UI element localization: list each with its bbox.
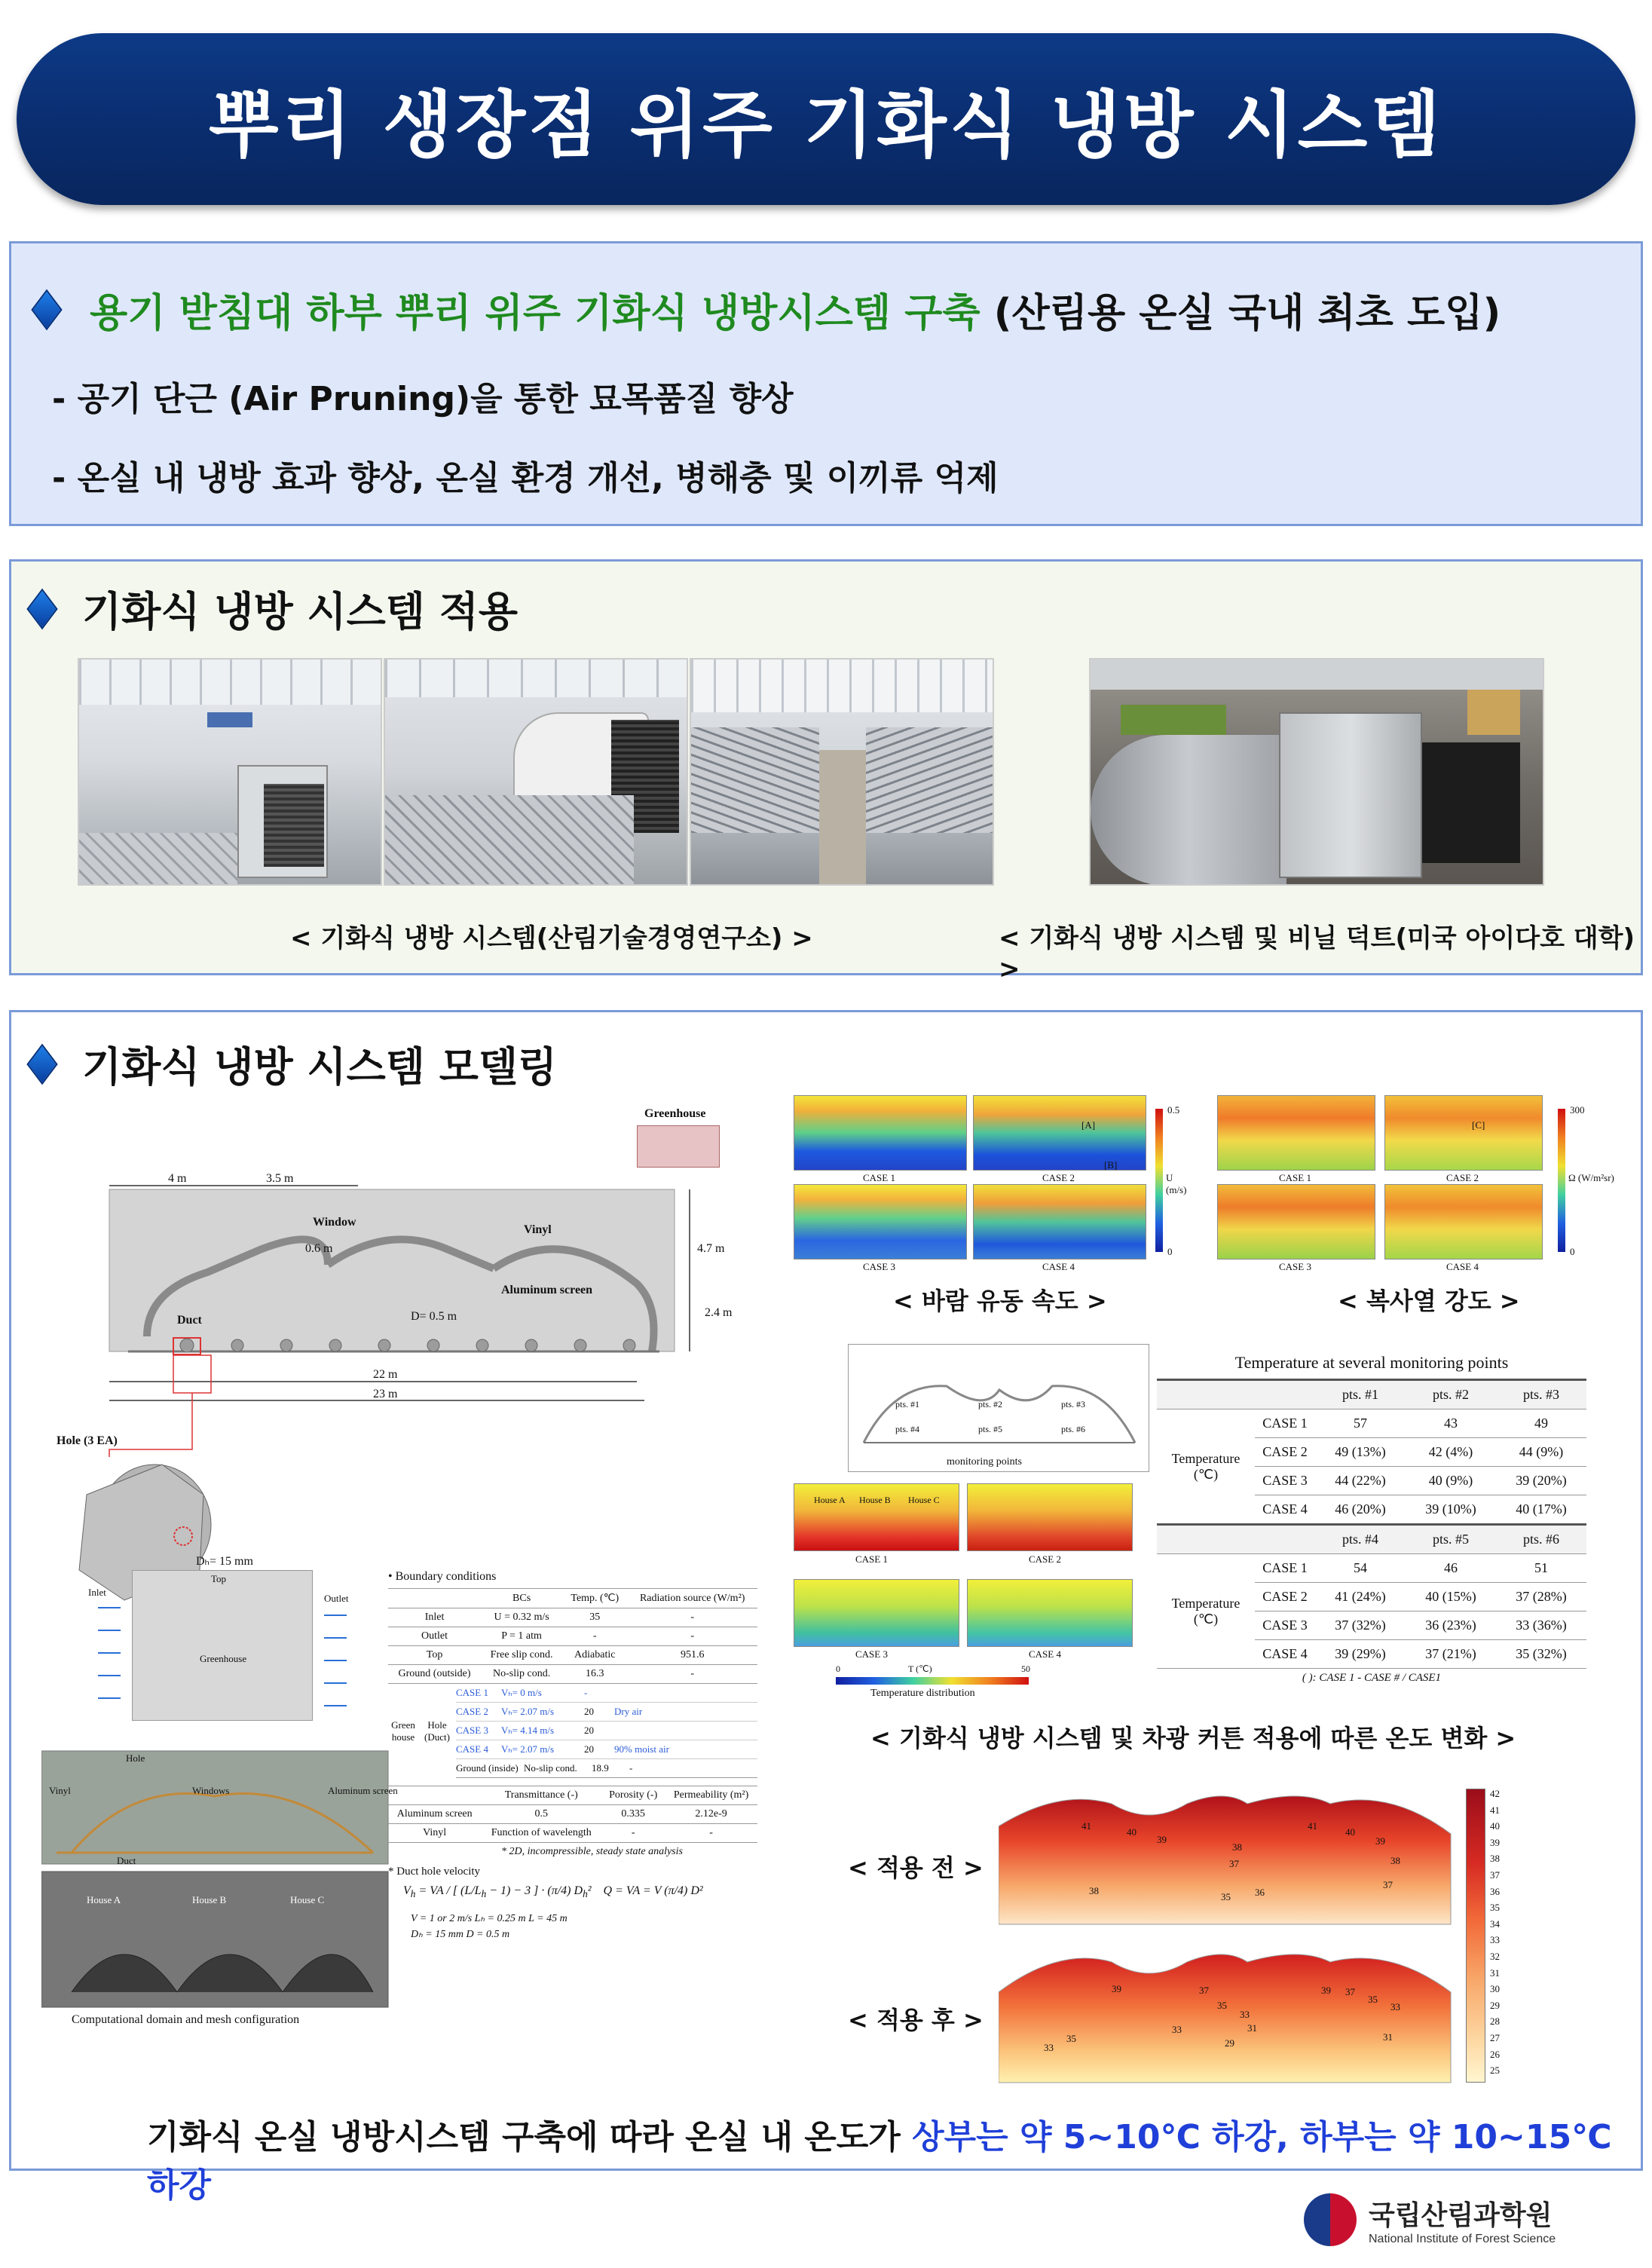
title-banner bbox=[17, 33, 1635, 205]
tmp-unit: T (℃) bbox=[908, 1664, 932, 1674]
before-iso-36: 36 bbox=[1255, 1887, 1265, 1898]
domain-greenhouse: Greenhouse bbox=[200, 1653, 247, 1664]
before-iso-37b: 37 bbox=[1383, 1879, 1393, 1890]
dim-d05: D= 0.5 m bbox=[411, 1310, 457, 1323]
vinyl-label: Vinyl bbox=[524, 1223, 552, 1236]
dim-w23: 23 m bbox=[373, 1388, 398, 1400]
modeling-heading: 기화식 냉방 시스템 모델링 bbox=[29, 1035, 557, 1093]
tmp-scale-max: 50 bbox=[1021, 1664, 1030, 1674]
tmp-house-a: House A bbox=[814, 1495, 846, 1505]
velocity-scale-min: 0 bbox=[1167, 1246, 1173, 1257]
velocity-caption: < 바람 유동 속도 > bbox=[893, 1287, 1107, 1315]
duct-velocity-formula: $V_h$ = VA / [ $(L/L_h - 1) - 3$ ] · (π/4) $D_h^2$ Q = VA = V (π/4) D² bbox=[403, 1884, 703, 1900]
after-iso-33d: 33 bbox=[1172, 2024, 1182, 2035]
before-iso-38c: 38 bbox=[1390, 1855, 1400, 1866]
cooler-photo-1 bbox=[78, 658, 382, 886]
modeling-panel bbox=[9, 1010, 1643, 2205]
duct-photo bbox=[1089, 658, 1544, 886]
cube-bullet-icon bbox=[31, 289, 62, 330]
after-iso-35c: 35 bbox=[1368, 1994, 1378, 2005]
after-iso-33: 33 bbox=[1240, 2009, 1250, 2020]
after-label: < 적용 후 > bbox=[848, 2006, 984, 2034]
pts-2: pts. #2 bbox=[978, 1399, 1003, 1409]
intro-headline-rest: (산림용 온실 국내 최초 도입) bbox=[980, 291, 1501, 336]
domain-inlet: Inlet bbox=[88, 1587, 106, 1598]
duct-velocity-title: * Duct hole velocity bbox=[388, 1866, 481, 1878]
radiation-mark-c: [C] bbox=[1472, 1119, 1485, 1131]
after-iso-33c: 33 bbox=[1390, 2001, 1400, 2012]
radiation-scale-min: 0 bbox=[1570, 1246, 1575, 1257]
dim-h24: 2.4 m bbox=[705, 1306, 733, 1319]
before-iso-35: 35 bbox=[1221, 1891, 1231, 1902]
dim-h47: 4.7 m bbox=[697, 1242, 725, 1255]
pts-4: pts. #4 bbox=[895, 1424, 920, 1434]
boundary-conditions bbox=[388, 1570, 765, 2052]
velocity-case-1: CASE 1 bbox=[863, 1172, 895, 1183]
temp-change-caption: < 기화식 냉방 시스템 및 차광 커튼 적용에 따른 온도 변화 > bbox=[870, 1724, 1516, 1752]
radiation-caption: < 복사열 강도 > bbox=[1338, 1287, 1520, 1315]
intro-headline-green: 용기 받침대 하부 뿌리 위주 기화식 냉방시스템 구축 bbox=[90, 291, 980, 336]
velocity-scale-max: 0.5 bbox=[1167, 1104, 1180, 1116]
monitoring-label: monitoring points bbox=[947, 1456, 1022, 1468]
radiation-case-1: CASE 1 bbox=[1279, 1172, 1311, 1183]
after-iso-31: 31 bbox=[1247, 2022, 1257, 2034]
before-iso-39b: 39 bbox=[1375, 1835, 1385, 1847]
aluminum-label: Aluminum screen bbox=[501, 1284, 593, 1296]
before-iso-39: 39 bbox=[1157, 1834, 1167, 1845]
temp-scale-labels: 42 41 40 39 38 37 36 35 34 33 32 31 30 29 28 27 26 25 bbox=[1490, 1788, 1500, 2077]
pts-6: pts. #6 bbox=[1061, 1424, 1086, 1434]
dim-4m: 4 m bbox=[168, 1172, 187, 1185]
before-iso-41: 41 bbox=[1081, 1820, 1091, 1832]
before-iso-37: 37 bbox=[1229, 1858, 1239, 1869]
org-name-en: National Institute of Forest Science bbox=[1369, 2232, 1556, 2245]
material-table: Transmittance (-) Porosity (-) Permeability (m²) Aluminum screen 0.5 0.335 2.12e-9 Vinyl Function of wavelength - - bbox=[388, 1786, 757, 1843]
page-title: 뿌리 생장점 위주 기화식 냉방 시스템 bbox=[208, 82, 1444, 167]
before-label: < 적용 전 > bbox=[848, 1853, 984, 1882]
monitoring-figure bbox=[772, 1344, 1164, 1736]
after-iso-35b: 35 bbox=[1066, 2033, 1076, 2044]
bc-title: • Boundary conditions bbox=[388, 1570, 497, 1583]
taegeuk-logo-icon bbox=[1304, 2193, 1357, 2246]
schematic-greenhouse-label: Greenhouse bbox=[644, 1107, 706, 1120]
intro-panel bbox=[9, 241, 1643, 526]
radiation-case-3: CASE 3 bbox=[1279, 1261, 1311, 1272]
velocity-mark-a: [A] bbox=[1081, 1119, 1096, 1131]
before-iso-38: 38 bbox=[1089, 1885, 1099, 1896]
after-iso-37: 37 bbox=[1199, 1985, 1209, 1996]
domain-house-b: House B bbox=[192, 1894, 227, 1905]
dim-w22: 22 m bbox=[373, 1368, 398, 1381]
tmp-scale-bar bbox=[836, 1677, 1029, 1685]
computational-domain bbox=[41, 1570, 403, 2030]
tmp-house-b: House B bbox=[859, 1495, 891, 1505]
domain-top: Top bbox=[211, 1573, 227, 1584]
radiation-case-4: CASE 4 bbox=[1446, 1261, 1479, 1272]
domain-house-c: House C bbox=[290, 1894, 325, 1905]
intro-headline bbox=[34, 281, 1501, 338]
intro-bullet-2: - 온실 내 냉방 효과 향상, 온실 환경 개선, 병해충 및 이끼류 억제 bbox=[52, 459, 999, 497]
domain-arrows bbox=[41, 1570, 403, 2030]
bc-note: * 2D, incompressible, steady state analysis bbox=[501, 1846, 683, 1857]
domain-vinyl: Vinyl bbox=[49, 1785, 71, 1796]
cube-bullet-icon bbox=[26, 1043, 57, 1085]
temperature-table-block bbox=[1157, 1353, 1586, 1685]
radiation-unit: Ω (W/m²sr) bbox=[1568, 1172, 1614, 1183]
velocity-figure bbox=[772, 1088, 1195, 1336]
monitoring-box bbox=[848, 1344, 1149, 1472]
radiation-case-2: CASE 2 bbox=[1446, 1172, 1479, 1183]
tmp-case-2: CASE 2 bbox=[1029, 1553, 1061, 1565]
caption-right: < 기화식 냉방 시스템 및 비닐 덕트(미국 아이다호 대학) > bbox=[999, 923, 1635, 984]
radiation-scale-max: 300 bbox=[1570, 1104, 1585, 1116]
intro-bullet-1: - 공기 단근 (Air Pruning)을 통한 묘목품질 향상 bbox=[52, 380, 794, 418]
velocity-scale-bar bbox=[1155, 1109, 1163, 1252]
dim-06m: 0.6 m bbox=[305, 1242, 333, 1255]
cube-bullet-icon bbox=[26, 588, 57, 629]
duct-params-1: V = 1 or 2 m/s Lₕ = 0.25 m L = 45 m bbox=[411, 1913, 567, 1925]
domain-caption: Computational domain and mesh configuration bbox=[72, 2013, 300, 2026]
dh-label: Dₕ= 15 mm bbox=[196, 1555, 253, 1568]
after-iso-37b: 37 bbox=[1345, 1986, 1355, 1997]
pts-5: pts. #5 bbox=[978, 1424, 1003, 1434]
before-after-contours bbox=[999, 1789, 1466, 2105]
before-iso-38b: 38 bbox=[1232, 1841, 1242, 1853]
tmp-dist-caption: Temperature distribution bbox=[870, 1688, 975, 1699]
dim-35m: 3.5 m bbox=[266, 1172, 294, 1185]
application-heading: 기화식 냉방 시스템 적용 bbox=[29, 580, 518, 638]
greenhouse-photo bbox=[690, 658, 994, 886]
bc-table: BCs Temp. (℃) Radiation source (W/m²) Inlet U = 0.32 m/s 35 - Outlet P = 1 atm - - Top Free slip cond. Adiabatic 951.6 Ground (outside) No-slip cond. 16.3 - bbox=[388, 1588, 757, 1684]
after-iso-29: 29 bbox=[1225, 2037, 1234, 2049]
temp-table-note: ( ): CASE 1 - CASE # / CASE1 bbox=[1302, 1672, 1442, 1684]
after-iso-39: 39 bbox=[1112, 1983, 1121, 1994]
velocity-unit: U (m/s) bbox=[1166, 1172, 1187, 1195]
window-label: Window bbox=[313, 1216, 356, 1229]
domain-aluminum: Aluminum screen bbox=[328, 1785, 398, 1796]
temp-color-scale bbox=[1466, 1789, 1485, 2083]
org-name-ko: 국립산림과학원 bbox=[1369, 2199, 1553, 2231]
velocity-case-2: CASE 2 bbox=[1042, 1172, 1075, 1183]
pts-3: pts. #3 bbox=[1061, 1399, 1086, 1409]
duct-params-2: Dₕ = 15 mm D = 0.5 m bbox=[411, 1929, 510, 1941]
tmp-house-c: House C bbox=[908, 1495, 940, 1505]
tmp-case-3: CASE 3 bbox=[855, 1648, 888, 1660]
radiation-figure bbox=[1210, 1088, 1632, 1336]
temp-table-1: pts. #1 pts. #2 pts. #3 Temperature (℃) CASE 1 57 43 49 CASE 2 49 (13%) 42 (4%) 44 (9%) CASE 3 44 (22%) 40 (9%) 39 (20%) CASE 4 46 (20%) 39 (10%) 40 (17%) pts. #4 pts. #5 pts. #6 Temperature (℃) CASE 1 54 46 51 CASE 2 41 (24%) 40 (15%) 37 (28%) CASE 3 37 (32%) 36 (23%) 33 (36%) CASE 4 39 (29%) 37 (21%) 35 (32%) bbox=[1157, 1379, 1586, 1669]
bc-green-house-block: Green house Hole (Duct) CASE 1 Vₕ= 0 m/s - CASE 2 Vₕ= 2.07 m/s 20 Dry air CASE 3 Vₕ= 4.14 m/s 20 CASE 4 Vₕ= 2.07 m/s 20 90% moist air Ground (inside) No-slip cond. 18.9 - bbox=[388, 1684, 757, 1778]
domain-windows: Windows bbox=[192, 1785, 230, 1796]
domain-duct: Duct bbox=[117, 1855, 136, 1866]
after-iso-31b: 31 bbox=[1383, 2031, 1393, 2043]
after-iso-35: 35 bbox=[1217, 2000, 1227, 2011]
duct-label: Duct bbox=[177, 1314, 202, 1327]
footer-logo bbox=[1304, 2193, 1556, 2246]
conclusion: 기화식 온실 냉방시스템 구축에 따라 온실 내 온도가 상부는 약 5~10℃ 하강, 하부는 약 10~15℃ 하강 bbox=[147, 2118, 1612, 2205]
velocity-case-4: CASE 4 bbox=[1042, 1261, 1075, 1272]
tmp-case-4: CASE 4 bbox=[1029, 1648, 1061, 1660]
before-iso-40: 40 bbox=[1127, 1826, 1137, 1838]
application-panel bbox=[9, 559, 1643, 984]
after-iso-33b: 33 bbox=[1044, 2042, 1054, 2053]
tmp-scale-min: 0 bbox=[836, 1664, 840, 1674]
cooler-photo-2 bbox=[384, 658, 688, 886]
domain-outlet: Outlet bbox=[324, 1593, 349, 1604]
domain-hole: Hole bbox=[126, 1752, 145, 1764]
after-iso-39b: 39 bbox=[1321, 1985, 1331, 1996]
velocity-mark-b: [B] bbox=[1104, 1159, 1118, 1171]
velocity-case-3: CASE 3 bbox=[863, 1261, 895, 1272]
caption-left: < 기화식 냉방 시스템(산림기술경영연구소) > bbox=[290, 923, 813, 953]
pts-1: pts. #1 bbox=[895, 1399, 920, 1409]
before-iso-40b: 40 bbox=[1345, 1826, 1355, 1838]
hole-label: Hole (3 EA) bbox=[57, 1434, 118, 1447]
bc-moist-air: 90% moist air bbox=[614, 1743, 669, 1755]
radiation-scale-bar bbox=[1558, 1109, 1565, 1252]
tmp-case-1: CASE 1 bbox=[855, 1553, 888, 1565]
domain-house-a: House A bbox=[87, 1894, 121, 1905]
bc-dry-air: Dry air bbox=[614, 1706, 643, 1717]
before-iso-41b: 41 bbox=[1308, 1820, 1317, 1832]
temp-table-title: Temperature at several monitoring points bbox=[1234, 1353, 1509, 1372]
